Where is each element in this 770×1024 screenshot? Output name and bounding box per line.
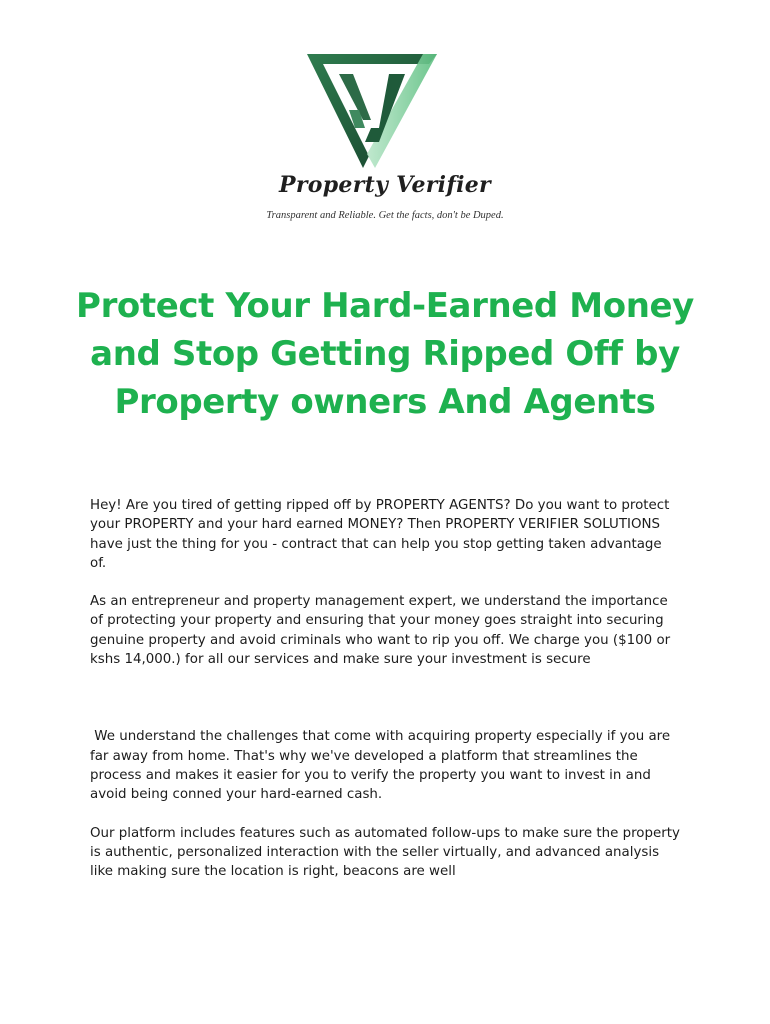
body-text [90, 496, 680, 881]
brand-tagline: Transparent and Reliable. Get the facts, don't be Duped. [266, 210, 504, 221]
paragraph-features: Our platform includes features such as automated follow-ups to make sure the property is authentic, personalized interaction with the seller virtually, and advanced analysis like making sure the location is right, beacons are well [90, 825, 680, 880]
paragraph-challenges: We understand the challenges that come with acquiring property especially if you are far away from home. That's why we've developed a platform that streamlines the process and makes it easier for you to verify the property you want to invest in and avoid being conned your hard-earned cash. [90, 729, 671, 803]
paragraph-expertise: As an entrepreneur and property management expert, we understand the importance of protecting your property and ensuring that your money goes straight into securing genuine property and avoid criminals who want to rip you off. We charge you ($100 or kshs 14,000.) for all our services and make sure your investment is secure [90, 594, 671, 668]
triangle-v-logo-icon [305, 50, 440, 170]
brand-name: Property Verifier [279, 172, 491, 198]
page-headline: Protect Your Hard-Earned Money and Stop Getting Ripped Off by Property owners And Agents [76, 286, 694, 422]
paragraph-intro: Hey! Are you tired of getting ripped off by PROPERTY AGENTS? Do you want to protect your PROPERTY and your hard earned MONEY? Then PROPERTY VERIFIER SOLUTIONS have just the thing for you - contract that can help you stop getting taken advantage of. [90, 498, 670, 571]
